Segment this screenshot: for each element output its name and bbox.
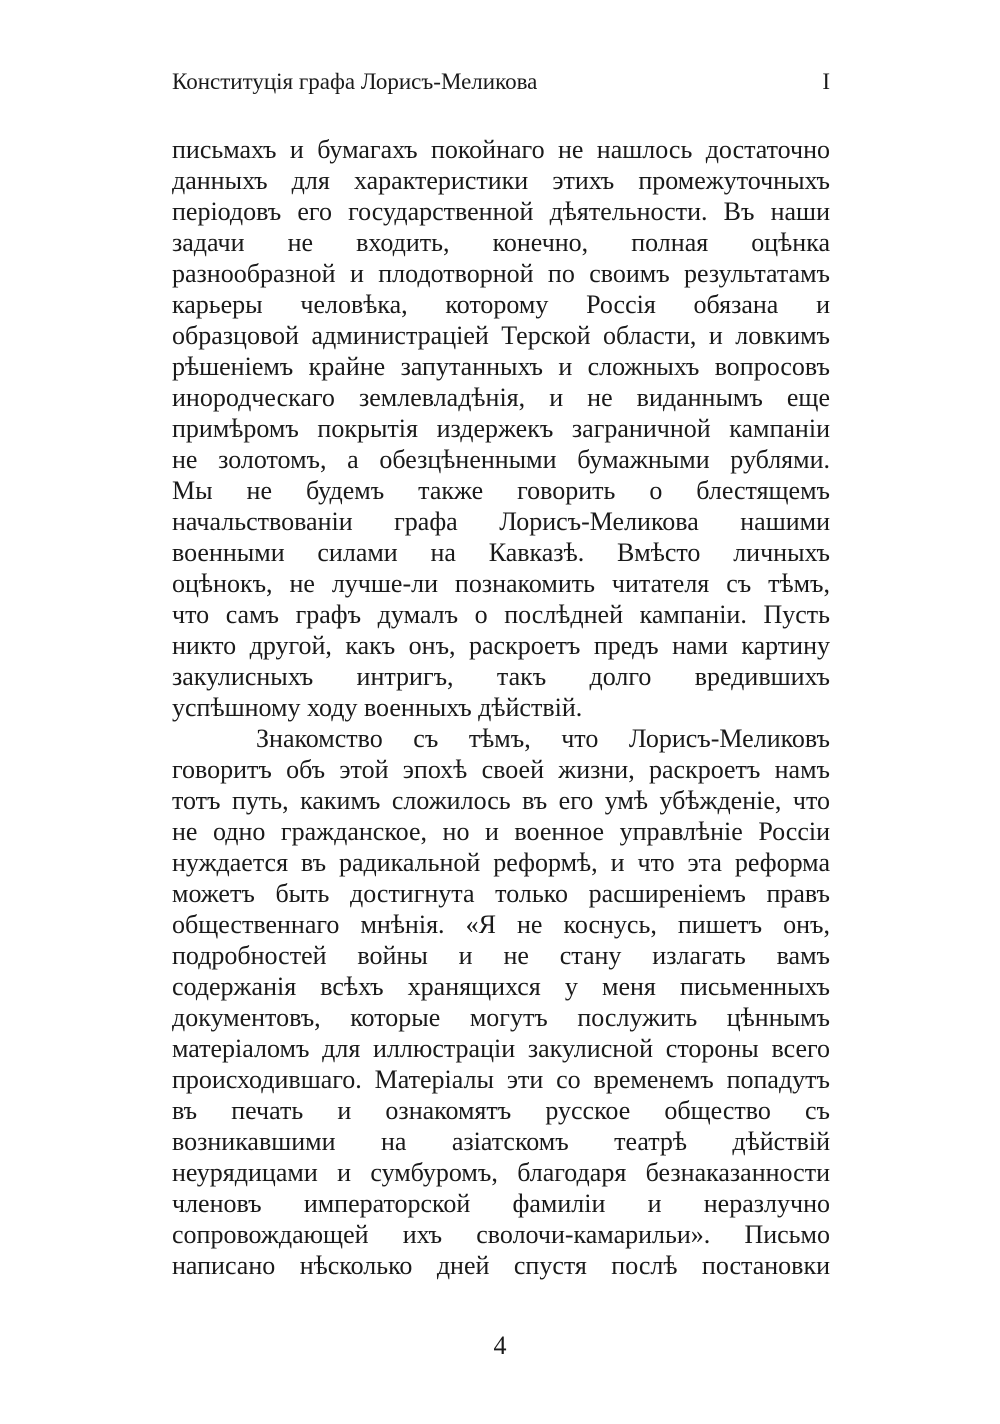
text-line-16: что самъ графъ думалъ о послѣдней кампаніи. Пусть: [172, 600, 830, 629]
page-number: 4: [493, 1331, 507, 1360]
text-line-17: никто другой, какъ онъ, раскроетъ предъ нами картину: [172, 631, 830, 660]
text-line-34: неурядицами и сумбуромъ, благодаря безнаказанности: [172, 1158, 830, 1187]
text-line-3: періодовъ его государственной дѣятельности. Въ наши: [172, 197, 830, 226]
text-line-35: членовъ императорской фамиліи и неразлучно: [172, 1189, 830, 1218]
text-line-11: не золотомъ, а обезцѣненными бумажными рублями.: [172, 445, 830, 474]
text-line-22: тотъ путь, какимъ сложилось въ его умѣ убѣжденіе, что: [172, 786, 830, 815]
body-text: [172, 134, 830, 1281]
text-line-18: закулисныхъ интригъ, такъ долго вредившихъ: [172, 662, 830, 691]
text-line-6: карьеры человѣка, которому Россія обязана и: [172, 290, 830, 319]
section-numeral: I: [822, 69, 830, 94]
text-line-12: Мы не будемъ также говорить о блестящемъ: [172, 476, 830, 505]
text-line-23: не одно гражданское, но и военное управлѣніе Россіи: [172, 817, 830, 846]
text-line-31: происходившаго. Матеріалы эти со временемъ попадутъ: [172, 1065, 830, 1094]
text-line-15: оцѣнокъ, не лучше-ли познакомить читателя съ тѣмъ,: [172, 569, 830, 598]
text-line-19: успѣшному ходу военныхъ дѣйствій.: [172, 693, 583, 722]
text-line-7: образцовой администраціей Терской области, и ловкимъ: [172, 321, 830, 350]
text-line-30: матеріаломъ для иллюстраціи закулисной стороны всего: [172, 1034, 830, 1063]
text-line-33: возникавшими на азіатскомъ театрѣ дѣйствій: [172, 1127, 830, 1156]
running-title: Конституція графа Лорисъ-Меликова: [172, 69, 538, 94]
text-line-24: нуждается въ радикальной реформѣ, и что эта реформа: [172, 848, 830, 877]
text-line-27: подробностей войны и не стану излагать вамъ: [172, 941, 830, 970]
text-line-13: начальствованіи графа Лорисъ-Меликова нашими: [172, 507, 830, 536]
text-line-1: письмахъ и бумагахъ покойнаго не нашлось достаточно: [172, 135, 830, 164]
running-header: [172, 62, 830, 102]
text-line-32: въ печать и ознакомятъ русское общество съ: [172, 1096, 830, 1125]
text-line-25: можетъ быть достигнута только расширеніемъ правъ: [172, 879, 830, 908]
text-line-5: разнообразной и плодотворной по своимъ результатамъ: [172, 259, 830, 288]
text-line-36: сопровождающей ихъ сволочи-камарильи». Письмо: [172, 1220, 830, 1249]
text-line-4: задачи не входить, конечно, полная оцѣнка: [172, 228, 830, 257]
text-line-9: инородческаго землевладѣнія, и не виданнымъ еще: [172, 383, 830, 412]
text-line-14: военными силами на Кавказѣ. Вмѣсто личныхъ: [172, 538, 830, 567]
text-line-8: рѣшеніемъ крайне запутанныхъ и сложныхъ вопросовъ: [172, 352, 830, 381]
text-line-29: документовъ, которые могутъ послужить цѣннымъ: [172, 1003, 830, 1032]
text-line-10: примѣромъ покрытія издержекъ заграничной кампаніи: [172, 414, 830, 443]
text-line-26: общественнаго мнѣнія. «Я не коснусь, пишетъ онъ,: [172, 910, 830, 939]
text-line-2: данныхъ для характеристики этихъ промежуточныхъ: [172, 166, 830, 195]
text-line-37: написано нѣсколько дней спустя послѣ постановки: [172, 1251, 830, 1280]
text-line-21: говоритъ объ этой эпохѣ своей жизни, раскроетъ намъ: [172, 755, 830, 784]
text-line-20: Знакомство съ тѣмъ, что Лорисъ-Меликовъ: [256, 724, 830, 753]
text-line-28: содержанія всѣхъ хранящихся у меня письменныхъ: [172, 972, 830, 1001]
